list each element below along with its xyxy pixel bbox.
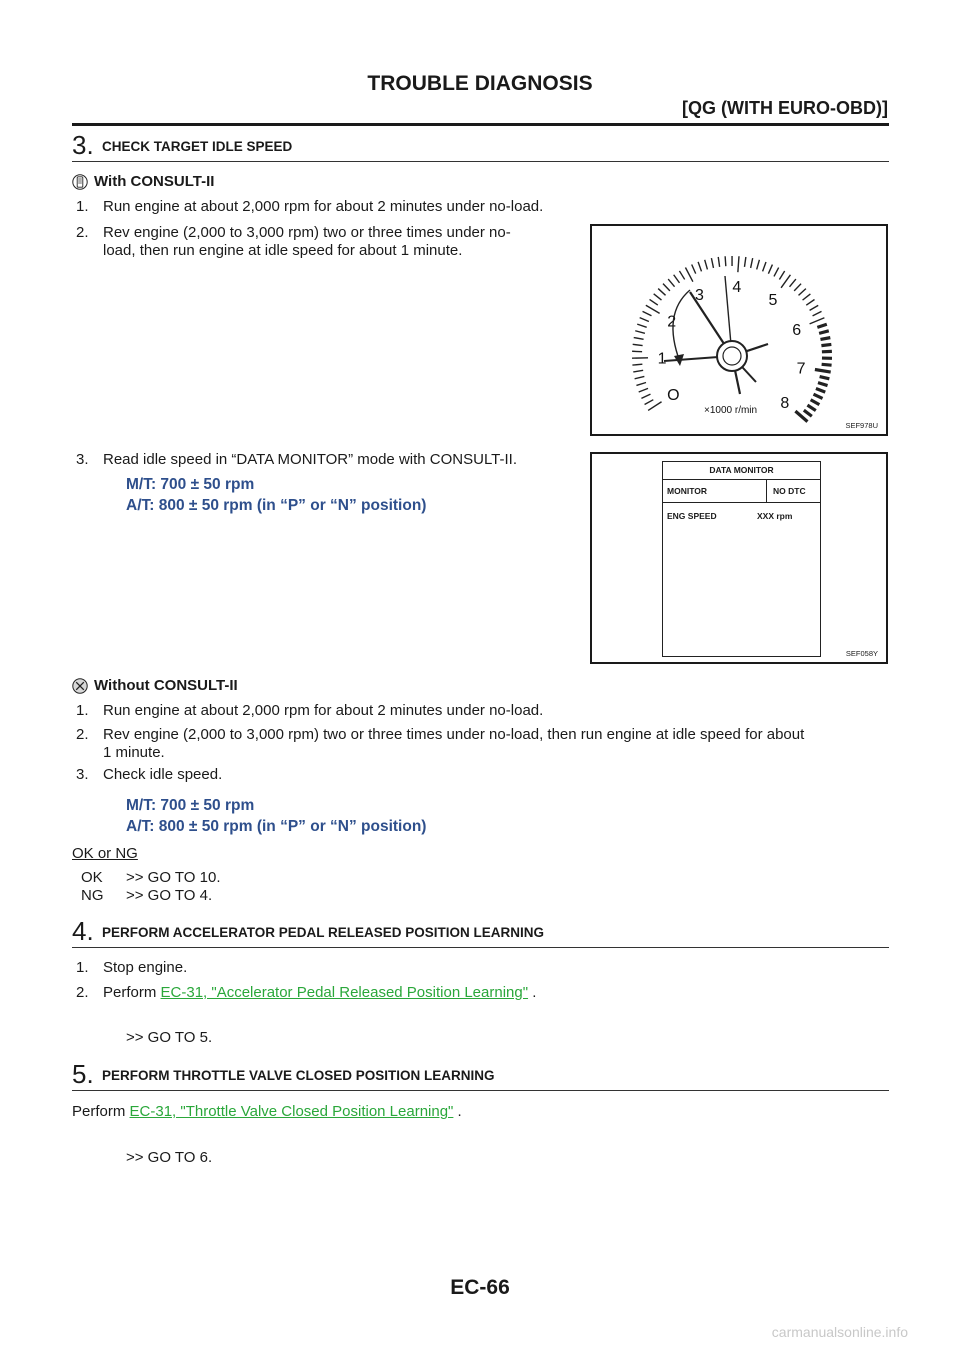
gauge-tick (751, 258, 753, 268)
gauge-tick (803, 294, 811, 300)
list-item: 1. Run engine at about 2,000 rpm for about 2 minutes under no-load. (76, 198, 544, 215)
eng-speed-value: XXX rpm (757, 511, 793, 521)
monitor-status: NO DTC (773, 486, 806, 496)
gauge-numeral: 2 (667, 313, 677, 331)
gauge-tick (635, 331, 645, 334)
gauge-tick (763, 262, 766, 271)
gauge-tick (668, 279, 674, 287)
gauge-tick (635, 376, 645, 378)
step-3-header (72, 130, 889, 162)
gauge-tick (819, 331, 829, 334)
tachometer-figure (590, 224, 888, 436)
monitor-screen (662, 461, 821, 657)
step-4-header (72, 916, 889, 948)
gauge-tick (811, 400, 820, 405)
gauge-tick (757, 260, 760, 270)
gauge-tick (705, 260, 708, 270)
page-subtitle: [QG (WITH EURO-OBD)] (682, 98, 888, 118)
gauge-numeral: 4 (732, 279, 742, 297)
step-3-title: CHECK TARGET IDLE SPEED (102, 139, 293, 154)
ng-branch-label: NG (81, 887, 104, 904)
gauge-tick (768, 265, 772, 274)
gauge-tick (815, 370, 831, 373)
gauge-tick (633, 370, 643, 372)
spec-mt: M/T: 700 ± 50 rpm (126, 476, 255, 493)
list-item: 2. Perform EC-31, "Accelerator Pedal Released Position Learning" . (76, 984, 537, 1001)
gauge-tick (818, 383, 828, 386)
gauge-numeral: 7 (796, 360, 806, 378)
ok-branch-label: OK (81, 869, 103, 886)
ok-branch-action: >> GO TO 10. (126, 869, 221, 886)
gauge-tick (821, 344, 831, 345)
gauge-numeral: O (667, 387, 680, 405)
gauge-tick (633, 344, 643, 345)
spec-at: A/T: 800 ± 50 rpm (in “P” or “N” position) (126, 818, 427, 835)
gauge-tick (738, 256, 739, 272)
step-4-goto: >> GO TO 5. (126, 1029, 213, 1046)
ng-branch-action: >> GO TO 4. (126, 887, 213, 904)
gauge-tick (643, 311, 652, 315)
gauge-tick (645, 400, 654, 405)
gauge-tick (636, 383, 646, 386)
gauge-tick (711, 258, 713, 268)
eng-speed-label: ENG SPEED (667, 511, 717, 521)
step-4-number: 4. (72, 916, 94, 946)
gauge-tick (781, 275, 790, 288)
spec-at: A/T: 800 ± 50 rpm (in “P” or “N” position) (126, 497, 427, 514)
gauge-numeral: 5 (768, 292, 778, 310)
gauge-tick (774, 268, 779, 277)
spec-mt: M/T: 700 ± 50 rpm (126, 797, 255, 814)
gauge-numeral: 3 (694, 287, 704, 305)
step-5-header (72, 1059, 889, 1091)
gauge-tick (816, 388, 825, 392)
gauge-tick (813, 311, 822, 315)
watermark: carmanualsonline.info (771, 1324, 908, 1340)
gauge-numeral: 1 (657, 350, 667, 368)
gauge-tick (810, 305, 819, 310)
monitor-col-label: MONITOR (667, 486, 707, 496)
gauge-tick (810, 318, 825, 324)
gauge-tick (650, 299, 658, 305)
gauge-tick (807, 405, 815, 410)
step-4-title: PERFORM ACCELERATOR PEDAL RELEASED POSITION LEARNING (102, 925, 545, 940)
ok-ng-label: OK or NG (72, 845, 138, 862)
gauge-tick (820, 377, 830, 379)
without-consult-label: Without CONSULT-II (94, 677, 238, 694)
list-item: 3. Read idle speed in “DATA MONITOR” mode with CONSULT-II. (76, 451, 518, 468)
tachometer-gauge (592, 226, 886, 434)
step-5-number: 5. (72, 1059, 94, 1089)
gauge-tick (725, 256, 726, 266)
gauge-tick (637, 324, 646, 327)
step-5-goto: >> GO TO 6. (126, 1149, 213, 1166)
with-consult-label: With CONSULT-II (94, 173, 215, 190)
gauge-hub-inner (723, 347, 741, 365)
consult-tool-icon (72, 174, 88, 190)
gauge-tick (640, 318, 649, 322)
gauge-tick (799, 289, 806, 296)
list-item: 2. Rev engine (2,000 to 3,000 rpm) two or three times under no-load, then run engine at idle speed for about 1 minute. (76, 726, 805, 761)
gauge-unit-label: ×1000 r/min (704, 405, 758, 416)
gauge-tick (790, 279, 796, 287)
figure-code: SEF058Y (845, 649, 878, 658)
gauge-tick (641, 394, 650, 398)
gauge-tick (658, 289, 665, 296)
gauge-tick (674, 275, 680, 283)
gauge-tick (698, 262, 701, 271)
page-number: EC-66 (450, 1276, 510, 1299)
link-accelerator-pedal-learning[interactable]: EC-31, "Accelerator Pedal Released Position Learning" (160, 984, 529, 1001)
gauge-tick (654, 294, 662, 300)
link-throttle-valve-learning[interactable]: EC-31, "Throttle Valve Closed Position Learning" (129, 1103, 454, 1120)
list-item: 1. Run engine at about 2,000 rpm for about 2 minutes under no-load. (76, 702, 544, 719)
gauge-tick (806, 299, 814, 305)
gauge-tick (646, 305, 660, 313)
data-monitor-figure (590, 452, 888, 664)
gauge-tick (685, 268, 692, 282)
header-divider (72, 123, 889, 126)
gauge-tick (692, 264, 696, 273)
gauge-tick (634, 338, 644, 340)
gauge-tick (744, 257, 745, 267)
gauge-tick (663, 284, 670, 291)
gauge-numeral: 6 (792, 322, 802, 340)
no-tool-icon (72, 678, 88, 694)
step-5-title: PERFORM THROTTLE VALVE CLOSED POSITION LEARNING (102, 1068, 495, 1083)
gauge-tick (632, 364, 642, 365)
step-3-number: 3. (72, 130, 94, 160)
gauge-tick (679, 271, 684, 280)
gauge-tick (718, 257, 719, 267)
gauge-tick (822, 364, 832, 365)
page-title: TROUBLE DIAGNOSIS (367, 72, 593, 95)
gauge-tick (804, 410, 812, 416)
monitor-header-row (663, 480, 820, 503)
gauge-numeral: 8 (780, 394, 790, 412)
list-item: 2. Rev engine (2,000 to 3,000 rpm) two or three times under no- load, then run engine at idle speed for about 1 minute. (76, 224, 511, 259)
gauge-tick (648, 402, 661, 411)
gauge-tick (639, 388, 648, 392)
gauge-tick (794, 284, 801, 291)
gauge-tick (779, 271, 784, 280)
gauge-tick (820, 338, 830, 340)
gauge-tick (817, 324, 826, 327)
step-5-instruction: Perform EC-31, "Throttle Valve Closed Position Learning" . (72, 1103, 462, 1120)
figure-code: SEF978U (845, 421, 878, 430)
monitor-title: DATA MONITOR (663, 462, 820, 480)
gauge-tick (813, 394, 822, 398)
list-item: 1. Stop engine. (76, 959, 188, 976)
list-item: 3. Check idle speed. (76, 766, 223, 783)
